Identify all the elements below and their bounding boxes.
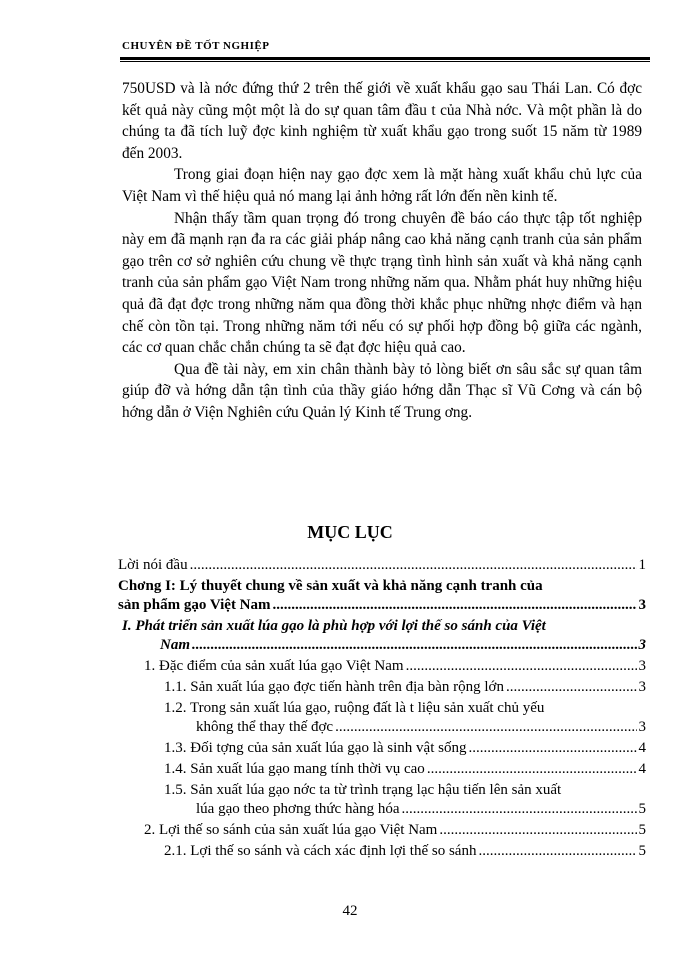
toc-entry-1-4[interactable]	[118, 760, 646, 779]
toc-entry-text: Chơng I: Lý thuyết chung về sản xuất và khả năng cạnh tranh của	[118, 578, 543, 594]
paragraph: 750USD và là nớc đứng thứ 2 trên thế giới về xuất khẩu gạo sau Thái Lan. Có đợc kết quả này cũng một một là do sự quan tâm đầu t của Nhà nớc. Và một phần là do chúng ta đã tích luỹ đợc kinh nghiệm từ xuất khẩu gạo trong suốt 15 năm từ 1989 đến 2003.	[122, 80, 642, 162]
toc-entry-section-1[interactable]	[118, 617, 646, 655]
toc-entry-text: 1.3. Đối tợng của sản xuất lúa gạo là sinh vật sống	[164, 740, 467, 756]
toc-entry-text: 1.2. Trong sản xuất lúa gạo, ruộng đất là t liệu sản xuất chủ yếu	[164, 700, 545, 716]
toc-entry-2-1[interactable]	[118, 842, 646, 861]
toc-entry-text: 2. Lợi thế so sánh của sản xuất lúa gạo Việt Nam	[144, 822, 438, 838]
toc-leader	[427, 760, 637, 779]
paragraph: Qua đề tài này, em xin chân thành bày tỏ lòng biết ơn sâu sắc sự quan tâm giúp đỡ và hớng dẫn tận tình của thầy giáo hớng dẫn Thạc sĩ Vũ Cơng và cán bộ hớng dẫn ở Viện Nghiên cứu Quản lý Kinh tế Trung ơng.	[122, 360, 642, 421]
toc-page-number: 3	[638, 719, 646, 735]
header-rule-thin	[120, 61, 650, 62]
toc-leader	[335, 718, 636, 737]
toc-leader	[406, 657, 637, 676]
paragraph: Trong giai đoạn hiện nay gạo đợc xem là mặt hàng xuất khẩu chủ lực của Việt Nam vì thế hiệu quả nó mang lại ảnh hởng rất lớn đến nền kinh tế.	[122, 166, 642, 205]
toc-entry-text: 2.1. Lợi thế so sánh và cách xác định lợi thế so sánh	[164, 843, 477, 859]
toc-page-number: 5	[638, 843, 646, 859]
toc-leader	[506, 678, 637, 697]
toc-leader	[439, 821, 636, 840]
header-rule	[120, 57, 650, 60]
body-text	[122, 78, 642, 424]
toc-page-number: 1	[638, 557, 646, 573]
toc-leader	[402, 800, 637, 819]
toc-entry-loi-noi-dau[interactable]	[118, 556, 646, 575]
toc-entry-text: 1.5. Sản xuất lúa gạo nớc ta từ trình trạng lạc hậu tiến lên sản xuất	[164, 782, 562, 798]
toc-entry-1-3[interactable]	[118, 739, 646, 758]
toc-entry-1[interactable]	[118, 657, 646, 676]
toc-leader	[273, 596, 637, 615]
toc-page-number: 5	[638, 801, 646, 817]
toc-entry-text-cont: sản phẩm gạo Việt Nam	[118, 597, 271, 613]
toc-entry-text: 1.4. Sản xuất lúa gạo mang tính thời vụ cao	[164, 761, 425, 777]
toc-entry-1-2[interactable]	[118, 699, 646, 737]
toc-leader	[192, 636, 637, 655]
toc-leader	[468, 739, 636, 758]
toc-entry-text: 1. Đặc điểm của sản xuất lúa gạo Việt Nam	[144, 658, 404, 674]
toc-entry-2[interactable]	[118, 821, 646, 840]
toc-entry-text-cont: lúa gạo theo phơng thức hàng hóa	[196, 801, 400, 817]
toc-page-number: 4	[638, 761, 646, 777]
toc-leader	[478, 842, 636, 861]
toc-entry-text-cont: không thể thay thế đợc	[196, 719, 334, 735]
table-of-contents	[118, 556, 646, 863]
paragraph: Nhận thấy tầm quan trọng đó trong chuyên đề báo cáo thực tập tốt nghiệp này em đã mạnh rạn đa ra các giải pháp nâng cao khả năng cạnh tranh của sản phẩm gạo trên cơ sở nghiên cứu chung về thực trạng tình hình sản xuất và khả năng cạnh tranh của sản phẩm gạo Việt Nam trong những năm qua. Nhằm phát huy những hiệu quả đã đạt đợc trong những năm qua đồng thời khắc phục những nhợc điểm và hạn chế còn tồn tại. Trong những năm tới nếu có sự phối hợp đồng bộ giữa các ngành, các cơ quan chắc chắn chúng ta sẽ đạt đợc hiệu quả cao.	[122, 209, 642, 357]
toc-entry-text-cont: Nam	[160, 637, 190, 653]
toc-entry-1-5[interactable]	[118, 781, 646, 819]
toc-entry-text: 1.1. Sản xuất lúa gạo đợc tiến hành trên địa bàn rộng lớn	[164, 679, 504, 695]
toc-page-number: 3	[638, 637, 646, 653]
toc-entry-text: I. Phát triển sản xuất lúa gạo là phù hợp với lợi thế so sánh của Việt	[122, 618, 546, 634]
toc-entry-1-1[interactable]	[118, 678, 646, 697]
toc-entry-chapter-1[interactable]	[118, 577, 646, 615]
toc-page-number: 5	[638, 822, 646, 838]
toc-page-number: 4	[638, 740, 646, 756]
running-header: CHUYÊN ĐỀ TỐT NGHIỆP	[122, 40, 270, 52]
toc-page-number: 3	[638, 597, 646, 613]
toc-page-number: 3	[638, 658, 646, 674]
toc-leader	[190, 556, 637, 575]
page-number: 42	[342, 903, 358, 919]
toc-entry-text: Lời nói đầu	[118, 557, 188, 573]
toc-title: MỤC LỤC	[307, 522, 393, 542]
toc-page-number: 3	[638, 679, 646, 695]
